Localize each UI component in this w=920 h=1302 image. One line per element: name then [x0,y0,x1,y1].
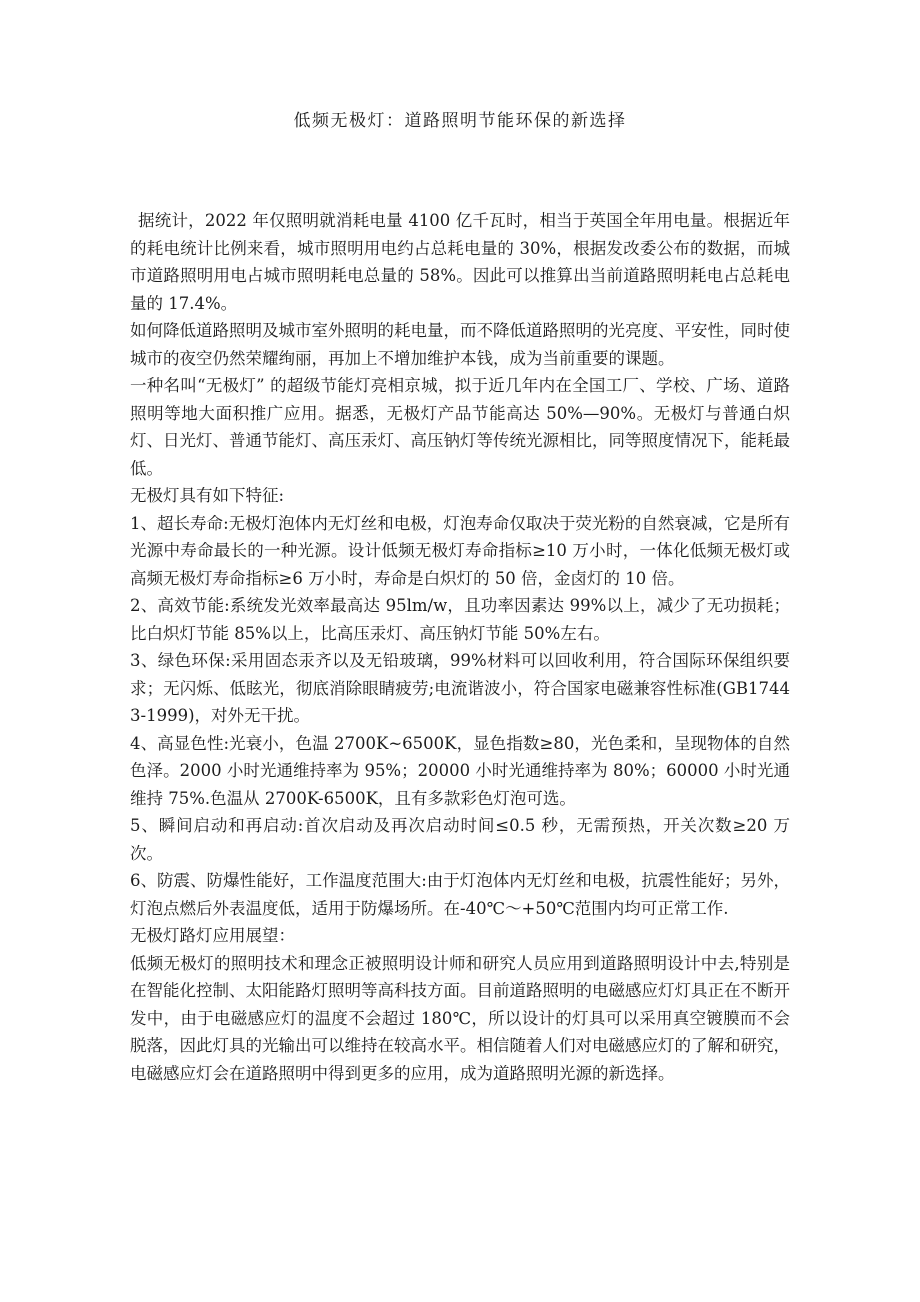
document-body [130,207,790,1087]
paragraph-challenge: 如何降低道路照明及城市室外照明的耗电量，而不降低道路照明的光亮度、平安性，同时使城市的夜空仍然荣耀绚丽，再加上不增加维护本钱，成为当前重要的课题。 [130,321,790,368]
paragraph-feature-6-shockproof: 6、防震、防爆性能好，工作温度范围大:由于灯泡体内无灯丝和电极，抗震性能好；另外，灯泡点燃后外表温度低，适用于防爆场所。在-40℃～+50℃范围内均可正常工作. [130,871,790,918]
paragraph-feature-3-eco-friendly: 3、绿色环保:采用固态汞齐以及无铅玻璃，99%材料可以回收利用，符合国际环保组织要求；无闪烁、低眩光，彻底消除眼睛疲劳;电流谐波小，符合国家电磁兼容性标准(GB17443-1999)，对外无干扰。 [130,651,790,725]
paragraph-outlook-heading: 无极灯路灯应用展望： [130,926,295,945]
paragraph-application-outlook: 低频无极灯的照明技术和理念正被照明设计师和研究人员应用到道路照明设计中去,特别是在智能化控制、太阳能路灯照明等高科技方面。目前道路照明的电磁感应灯灯具正在不断开发中，由于电磁感应灯的温度不会超过 180℃，所以设计的灯具可以采用真空镀膜而不会脱落，因此灯具的光输出可以维持在较高水平。相信随着人们对电磁感应灯的了解和研究，电磁感应灯会在道路照明中得到更多的应用，成为道路照明光源的新选择。 [130,953,790,1083]
paragraph-feature-4-color-rendering: 4、高显色性:光衰小，色温 2700K~6500K，显色指数≥80，光色柔和，呈现物体的自然色泽。2000 小时光通维持率为 95%；20000 小时光通维持率为 80%；60000 小时光通维持 75%.色温从 2700K-6500K，且有多款彩色灯泡可选。 [130,733,790,808]
document-title: 低频无极灯：道路照明节能环保的新选择 [293,111,627,131]
paragraph-feature-2-energy-efficiency: 2、高效节能:系统发光效率最高达 95lm/w，且功率因素达 99%以上，减少了无功损耗；比白炽灯节能 85%以上，比高压汞灯、高压钠灯节能 50%左右。 [130,596,790,643]
paragraph-induction-lamp-intro: 一种名叫“无极灯” 的超级节能灯亮相京城，拟于近几年内在全国工厂、学校、广场、道路照明等地大面积推广应用。据悉，无极灯产品节能高达 50%—90%。无极灯与普通白炽灯、日光灯、普通节能灯、高压汞灯、高压钠灯等传统光源相比，同等照度情况下，能耗最低。 [130,376,790,478]
paragraph-feature-1-long-life: 1、超长寿命:无极灯泡体内无灯丝和电极，灯泡寿命仅取决于荧光粉的自然衰减，它是所有光源中寿命最长的一种光源。设计低频无极灯寿命指标≥10 万小时，一体化低频无极灯或高频无极灯寿命指标≥6 万小时，寿命是白炽灯的 50 倍，金卤灯的 10 倍。 [130,513,790,588]
paragraph-usage-statistics: 据统计，2022 年仅照明就消耗电量 4100 亿千瓦时，相当于英国全年用电量。根据近年的耗电统计比例来看，城市照明用电约占总耗电量的 30%，根据发改委公布的数据，而城市道路照明用电占城市照明耗电总量的 58%。因此可以推算出当前道路照明耗电占总耗电量的 17.4%。 [130,211,790,313]
paragraph-feature-5-instant-start: 5、瞬间启动和再启动:首次启动及再次启动时间≤0.5 秒，无需预热，开关次数≥20 万次。 [130,816,790,863]
paragraph-features-heading: 无极灯具有如下特征: [130,486,285,505]
